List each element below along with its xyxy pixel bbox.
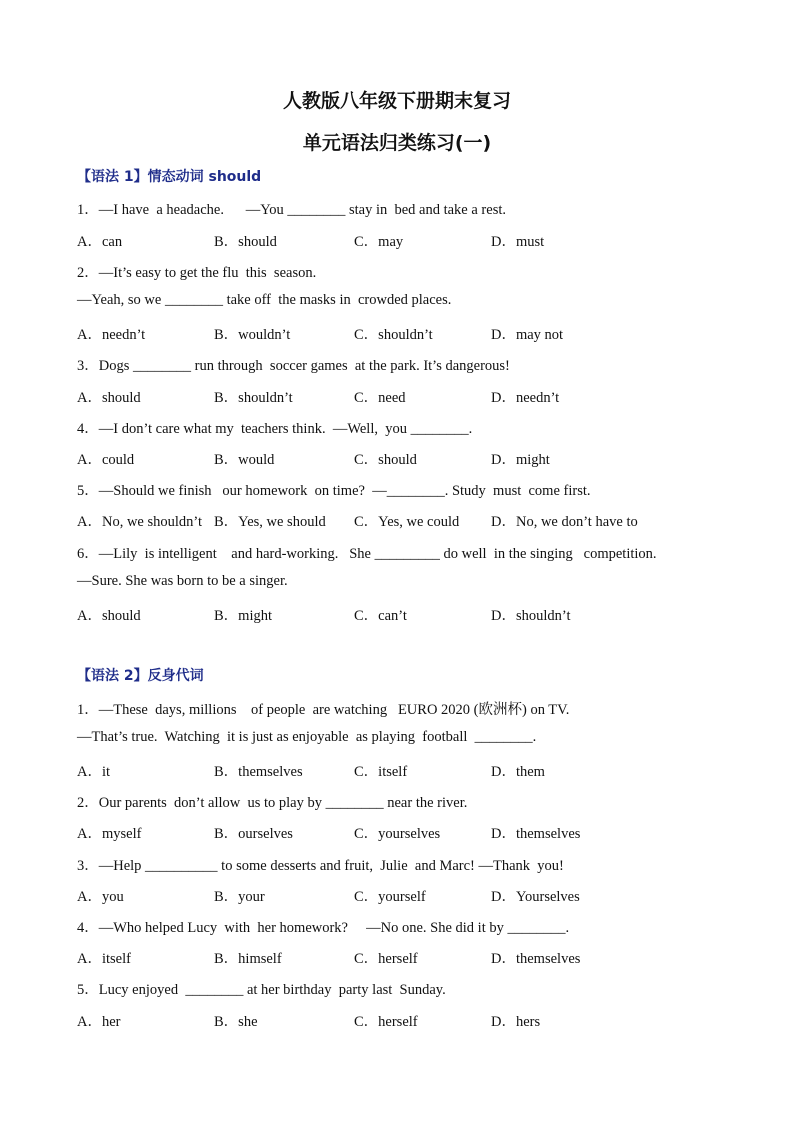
option-d[interactable]: D．must <box>491 234 545 250</box>
option-b[interactable]: B．would <box>214 452 275 468</box>
option-c[interactable]: C．yourself <box>354 889 426 905</box>
option-c[interactable]: C．can’t <box>354 608 407 624</box>
section-heading: 【语法 2】反身代词 <box>77 668 204 684</box>
answer-options <box>77 760 717 780</box>
question-text: 1．—I have a headache. —You ________ stay in bed and take a rest. <box>77 202 506 218</box>
option-a[interactable]: A．No, we shouldn’t <box>77 514 202 530</box>
answer-options <box>77 323 717 343</box>
option-a[interactable]: A．you <box>77 889 124 905</box>
question-text-continued: —That’s true. Watching it is just as enjoyable as playing football ________. <box>77 729 537 745</box>
question-text-continued: —Yeah, so we ________ take off the masks in crowded places. <box>77 292 452 308</box>
option-c[interactable]: C．Yes, we could <box>354 514 460 530</box>
option-d[interactable]: D．them <box>491 764 545 780</box>
answer-options <box>77 230 717 250</box>
option-d[interactable]: D．Yourselves <box>491 889 580 905</box>
question-text: 2．Our parents don’t allow us to play by ________ near the river. <box>77 795 468 811</box>
question-text: 3．—Help __________ to some desserts and fruit, Julie and Marc! —Thank you! <box>77 858 564 874</box>
option-d[interactable]: D．shouldn’t <box>491 608 571 624</box>
option-b[interactable]: B．shouldn’t <box>214 390 293 406</box>
question-text: 6．—Lily is intelligent and hard-working. She _________ do well in the singing competition. <box>77 546 657 562</box>
option-b[interactable]: B．himself <box>214 951 282 967</box>
option-a[interactable]: A．should <box>77 390 141 406</box>
option-d[interactable]: D．No, we don’t have to <box>491 514 638 530</box>
question-text: 5．Lucy enjoyed ________ at her birthday party last Sunday. <box>77 982 446 998</box>
answer-options <box>77 1010 717 1030</box>
option-d[interactable]: D．may not <box>491 327 564 343</box>
option-c[interactable]: C．should <box>354 452 417 468</box>
answer-options <box>77 448 717 468</box>
option-d[interactable]: D．might <box>491 452 550 468</box>
option-a[interactable]: A．should <box>77 608 141 624</box>
answer-options <box>77 386 717 406</box>
option-a[interactable]: A．it <box>77 764 111 780</box>
question-text: 4．—Who helped Lucy with her homework? —No one. She did it by ________. <box>77 920 570 936</box>
document-subtitle: 单元语法归类练习(一) <box>302 132 492 154</box>
option-d[interactable]: D．hers <box>491 1014 541 1030</box>
option-b[interactable]: B．wouldn’t <box>214 327 291 343</box>
question-text: 1．—These days, millions of people are watching EURO 2020 (欧洲杯) on TV. <box>77 702 570 718</box>
option-b[interactable]: B．ourselves <box>214 826 293 842</box>
option-a[interactable]: A．can <box>77 234 123 250</box>
option-c[interactable]: C．herself <box>354 951 418 967</box>
option-c[interactable]: C．shouldn’t <box>354 327 433 343</box>
option-b[interactable]: B．themselves <box>214 764 303 780</box>
option-c[interactable]: C．yourselves <box>354 826 441 842</box>
answer-options <box>77 510 717 530</box>
option-d[interactable]: D．themselves <box>491 826 581 842</box>
answer-options <box>77 604 717 624</box>
option-d[interactable]: D．needn’t <box>491 390 560 406</box>
option-d[interactable]: D．themselves <box>491 951 581 967</box>
option-a[interactable]: A．myself <box>77 826 142 842</box>
option-b[interactable]: B．might <box>214 608 273 624</box>
question-text-continued: —Sure. She was born to be a singer. <box>77 573 288 589</box>
question-text: 2．—It’s easy to get the flu this season. <box>77 265 317 281</box>
section-heading: 【语法 1】情态动词 should <box>77 169 262 185</box>
option-a[interactable]: A．could <box>77 452 135 468</box>
question-text: 3．Dogs ________ run through soccer games at the park. It’s dangerous! <box>77 358 510 374</box>
option-c[interactable]: C．itself <box>354 764 408 780</box>
document-title: 人教版八年级下册期末复习 <box>282 90 511 112</box>
option-c[interactable]: C．need <box>354 390 406 406</box>
option-b[interactable]: B．your <box>214 889 265 905</box>
question-text: 5．—Should we finish our homework on time? —________. Study must come first. <box>77 483 591 499</box>
option-a[interactable]: A．needn’t <box>77 327 146 343</box>
answer-options <box>77 947 717 967</box>
question-text: 4．—I don’t care what my teachers think. —Well, you ________. <box>77 421 473 437</box>
option-b[interactable]: B．Yes, we should <box>214 514 326 530</box>
option-c[interactable]: C．herself <box>354 1014 418 1030</box>
option-b[interactable]: B．should <box>214 234 277 250</box>
option-a[interactable]: A．itself <box>77 951 131 967</box>
option-b[interactable]: B．she <box>214 1014 258 1030</box>
answer-options <box>77 885 717 905</box>
option-a[interactable]: A．her <box>77 1014 121 1030</box>
option-c[interactable]: C．may <box>354 234 404 250</box>
answer-options <box>77 822 717 842</box>
